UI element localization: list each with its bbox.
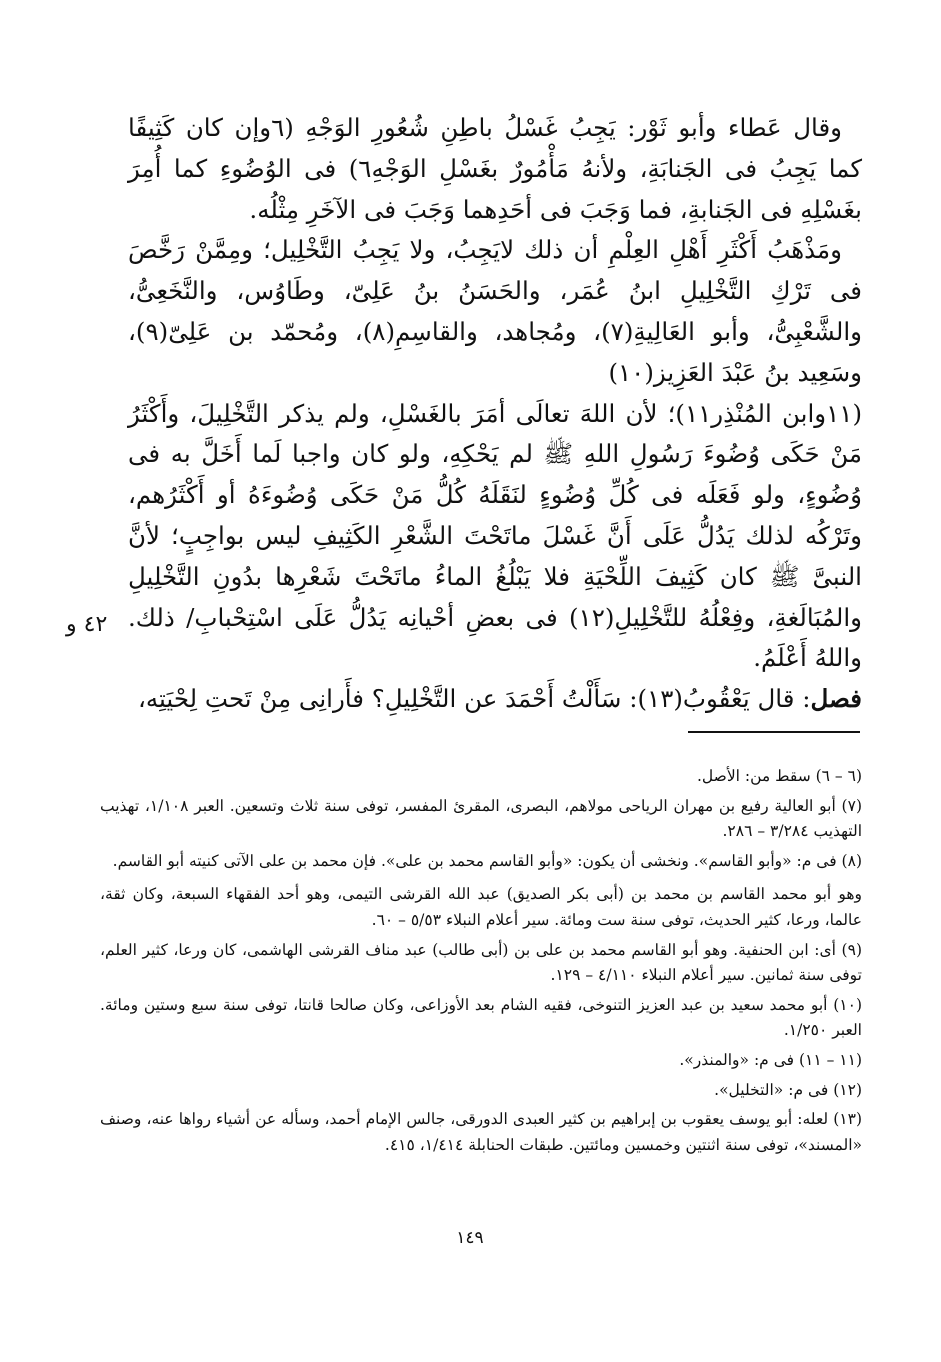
footnote: (٦ – ٦) سقط من: الأصل.: [697, 767, 862, 785]
page-number: ١٤٩: [456, 1228, 484, 1248]
footnotes: [100, 764, 862, 1162]
footnote: وهو أبو محمد القاسم بن محمد بن (أبى بكر الصديق) عبد الله القرشى التيمى، وهو أحد الفقهاء السبعة، وكان ثقة، عالما، ورعا، كثير الحديث، توفى سنة ست ومائة. سير أعلام النبلاء ٥/٥٣ – ٦٠.: [100, 885, 862, 929]
footnote: (٨) فى م: «وأبو القاسم». ونخشى أن يكون: «وأبو القاسم محمد بن على». فإن محمد بن على الآتى كنيته أبو القاسم.: [112, 851, 862, 870]
paragraph-1: وقال عَطاء وأبو ثَوْر: يَجِبُ غَسْلُ باطِنِ شُعُورِ الوَجْهِ (٦وإن كان كَثِيفًا كما يَجِبُ فى الجَنابَةِ، ولأنهُ مَأْمُورٌ بغَسْلِ الوَجْهِ٦) فى الوُضُوءِ كما أُمِرَ بغَسْلِهِ فى الجَنابةِ، فما وَجَبَ فى أحَدِهما وَجَبَ فى الآخَرِ مِثْلُه.: [128, 113, 863, 224]
fasl-paragraph: [128, 679, 862, 720]
footnote: (١٠) أبو محمد سعيد بن عبد العزيز التنوخى، فقيه الشام بعد الأوزاعى، وكان صالحا قانتا، توفى سنة سبع وستين ومائة. العبر ١/٢٥٠.: [100, 995, 862, 1040]
fasl-text: : قال يَعْقُوبُ(١٣): سَأَلْتُ أَحْمَدَ عن التَّخْلِيلِ؟ فأَرانِى مِنْ تَحتِ لِحْيَتِه،: [137, 684, 811, 714]
main-text: [128, 108, 862, 720]
manuscript-folio-marker: ٤٢ و: [66, 612, 108, 637]
footnote: (٧) أبو العالية رفيع بن مهران الرياحى مولاهم، البصرى، المقرئ المفسر، توفى سنة ثلاث وتسعين. العبر ١/١٠٨، تهذيب التهذيب ٣/٢٨٤ – ٢٨٦.: [100, 796, 862, 841]
paragraph-2: ومَذْهَبُ أَكْثَرِ أَهْلِ العِلْمِ أن ذلك لايَجِبُ، ولا يَجِبُ التَّخْلِيل؛ ومِمَّنْ رَخَّصَ فى تَرْكِ التَّخْلِيلِ ابنُ عُمَر، والحَسَنُ بنُ عَلِىّ، وطَاوُس، والنَّخَعِىُّ، والشَّعْبِىُّ، وأبو العَالِيةِ(٧)، ومُجاهد، والقاسِمِ(٨)، ومُحمّد بن عَلِىّ(٩)، وسَعِيد بنُ عَبْدَ العَزِيز(١٠): [128, 235, 862, 387]
footnote: (٩) أى: ابن الحنفية. وهو أبو القاسم محمد بن على بن (أبى طالب) عبد مناف القرشى الهاشمى، كان ورعا، كثير العلم، توفى سنة ثمانين. سير أعلام النبلاء ٤/١١٠ – ١٢٩.: [100, 940, 862, 985]
footnote: (١٢) فى م: «التخليل».: [714, 1080, 862, 1099]
fasl-label: فصل: [810, 684, 862, 714]
footnote-separator: [688, 731, 860, 733]
footnote: (١١ – ١١) فى م: «والمنذر».: [679, 1050, 862, 1069]
paragraph-3: (١١وابن المُنْذِر١١)؛ لأن اللهَ تعالَى أمَرَ بالغَسْلِ، ولم يذكر التَّخْلِيلَ، وأَكْثَرُ مَنْ حَكَى وُضُوءَ رَسُولِ اللهِ ﷺ لم يَحْكِهِ، ولو كان واجبا لَما أَخَلَّ به فى وُضُوءٍ، ولو فَعَلَه فى كُلِّ وُضُوءٍ لنَقَلَهُ كُلُّ مَنْ حَكَى وُضُوءَهُ أو أَكْثَرُهم، وتَرْكُه لذلك يَدُلُّ عَلَى أَنَّ غَسْلَ ماتَحْتَ الشَّعْرِ الكَثِيفِ ليس بواجِبٍ؛ لأنَّ النبىَّ ﷺ كان كَثِيفَ اللِّحْيَةِ فلا يَبْلُغُ الماءُ ماتَحْتَ شَعْرِها بدُونِ التَّخْلِيلِ والمُبَالَغةِ، وفِعْلُهُ للتَّخْلِيلِ(١٢) فى بعضِ أحْيانِه يَدُلُّ عَلَى اسْتِحْبابِ/ ذلك. واللهُ أَعْلَمُ.: [128, 398, 862, 673]
footnote: (١٣) لعله: أبو يوسف يعقوب بن إبراهيم بن كثير العبدى الدورقى، جالس الإمام أحمد، وسأله عن أشياء رواها عنه، وصنف «المسند»، توفى سنة اثنتين وخمسين ومائتين. طبقات الحنابلة ١/٤١٤، ٤١٥.: [100, 1110, 862, 1154]
